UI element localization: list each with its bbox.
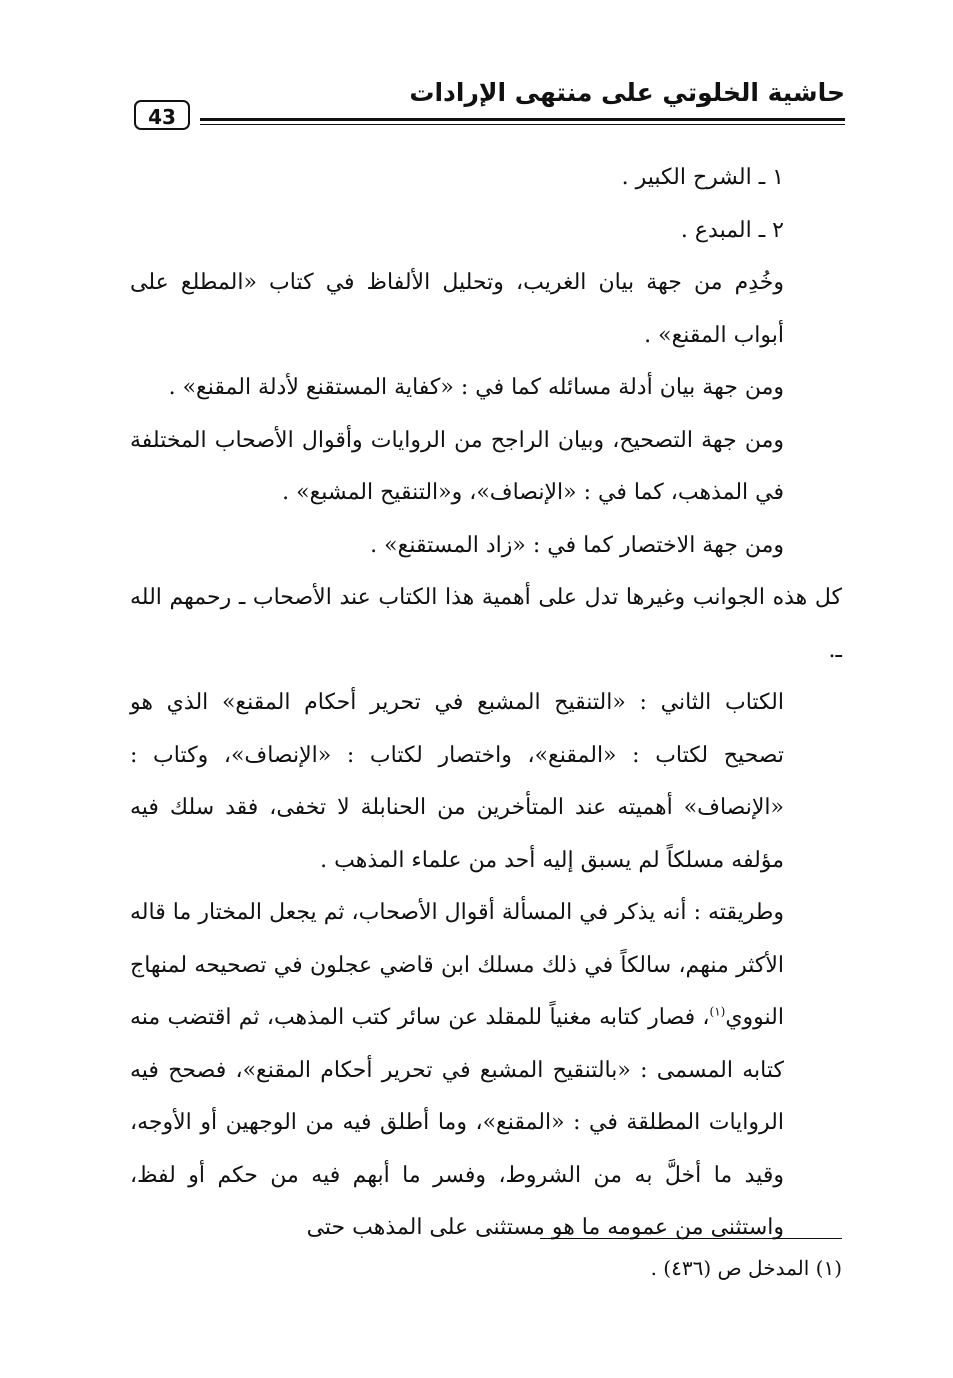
paragraph-4: ومن جهة الاختصار كما في : «زاد المستقنع» . (370, 532, 784, 558)
list-item-1: ١ ـ الشرح الكبير . (621, 165, 784, 190)
paragraph-1: وخُدِم من جهة بيان الغريب، وتحليل الألفاظ في كتاب «المطلع على أبواب المقنع» . (130, 270, 784, 348)
page-number-box: 43 (134, 100, 190, 130)
paragraph-7-part-1: وطريقته : أنه يذكر في المسألة أقوال الأصحاب، ثم يجعل المختار ما قاله الأكثر منهم، سالكاً في ذلك مسلك ابن قاضي عجلون في تصحيحه لمنهاج النووي (130, 900, 784, 1030)
header-rule-thick (200, 118, 845, 121)
footnote-divider (540, 1238, 842, 1239)
paragraph-3: ومن جهة التصحيح، وبيان الراجح من الروايات وأقوال الأصحاب المختلفة في المذهب، كما في : «الإنصاف»، و«التنقيح المشبع» . (130, 427, 784, 505)
page-header (130, 78, 845, 134)
header-rule-thin (200, 124, 845, 125)
paragraph-2: ومن جهة بيان أدلة مسائله كما في : «كفاية المستقنع لأدلة المقنع» . (168, 375, 784, 400)
paragraph-7-part-2: ، فصار كتابه مغنياً للمقلد عن سائر كتب المذهب، ثم اقتضب منه كتابه المسمى : «بالتنقيح المشبع في تحرير أحكام المقنع»، فصحح فيه الروايات المطلقة في : «المقنع»، وما أطلق فيه من الوجهين أو الأوجه، وقيد ما أخلَّ به من الشروط، وفسر ما أبهم فيه من حكم أو لفظ، واستثنى من عمومه ما هو مستثنى على المذهب حتى (130, 1005, 784, 1240)
list-item-2: ٢ ـ المبدع . (680, 217, 784, 243)
paragraph-5: كل هذه الجوانب وغيرها تدل على أهمية هذا الكتاب عند الأصحاب ـ رحمهم الله ـ. (130, 585, 842, 663)
page-body (130, 152, 842, 1255)
paragraph-7 (130, 887, 842, 1255)
footnote: (١) المدخل ص (٤٣٦) . (650, 1256, 842, 1280)
running-title: حاشية الخلوتي على منتهى الإرادات (409, 78, 845, 107)
paragraph-6: الكتاب الثاني : «التنقيح المشبع في تحرير أحكام المقنع» الذي هو تصحيح لكتاب : «المقنع»، واختصار لكتاب : «الإنصاف»، وكتاب : «الإنصاف» أهميته عند المتأخرين من الحنابلة لا تخفى، فقد سلك فيه مؤلفه مسلكاً لم يسبق إليه أحد من علماء المذهب . (130, 690, 784, 873)
footnote-reference: (١) (709, 1004, 726, 1019)
